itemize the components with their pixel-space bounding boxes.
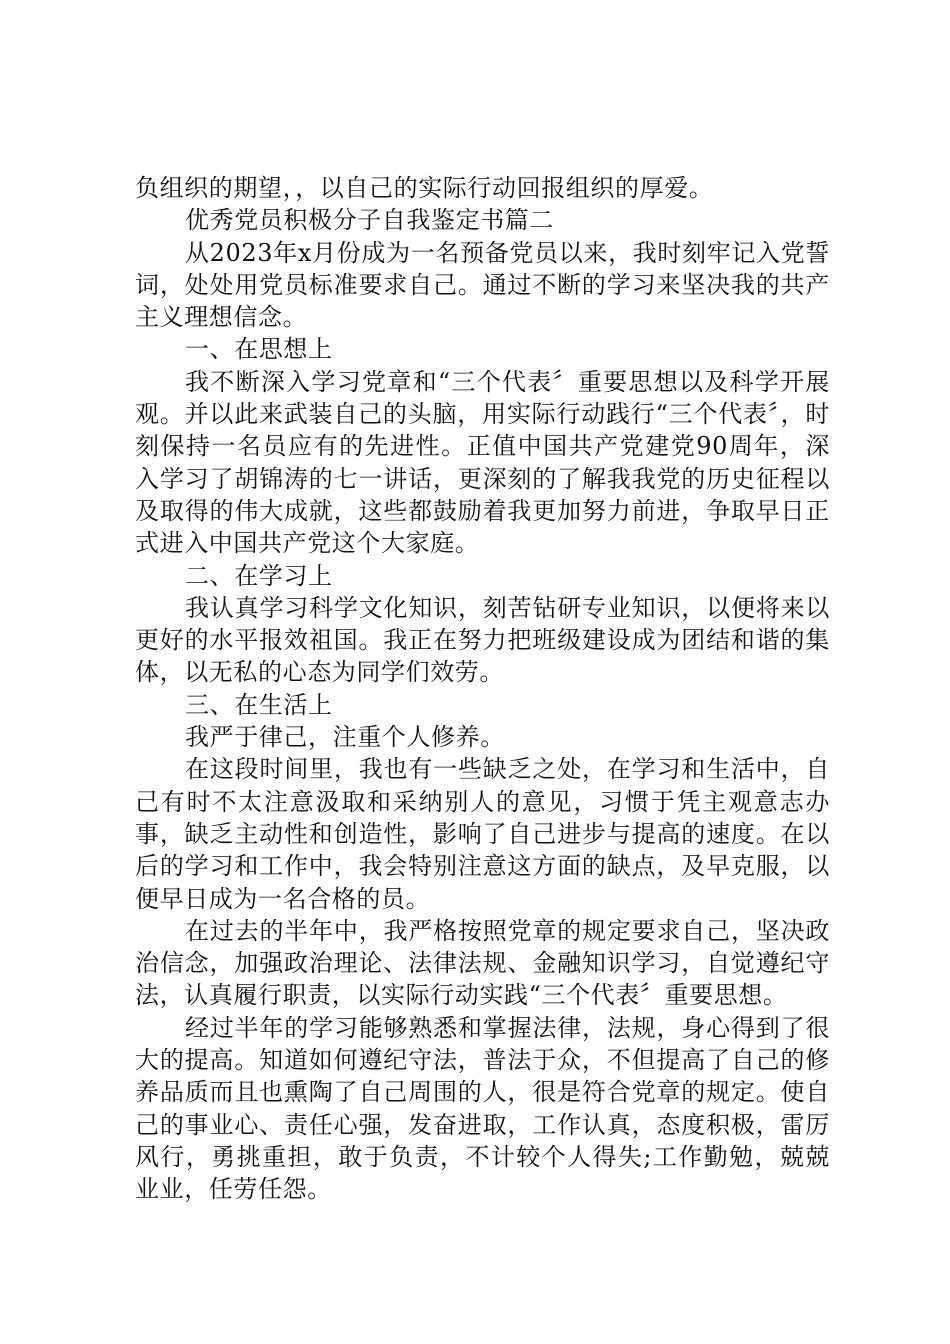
paragraph: 经过半年的学习能够熟悉和掌握法律，法规，身心得到了很大的提高。知道如何遵纪守法，普法于众，不但提高了自己的修养品质而且也熏陶了自己周围的人，很是符合党章的规定。使自己的事业心、责任心强，发奋进取，工作认真，态度积极，雷厉风行，勇挑重担，敢于负责，不计较个人得失;工作勤勉，兢兢业业，任劳任怨。 — [135, 1013, 830, 1204]
section-heading: 一、在思想上 — [185, 335, 333, 364]
paragraph: 在过去的半年中，我严格按照党章的规定要求自己，坚决政治信念，加强政治理论、法律法规、金融知识学习，自觉遵纪守法，认真履行职责，以实际行动实践“三个代表〞重要思想。 — [135, 916, 830, 1010]
paragraph: 负组织的期望，，以自己的实际行动回报组织的厚爱。 — [135, 174, 714, 202]
paragraph: 在这段时间里，我也有一些缺乏之处，在学习和生活中，自己有时不太注意汲取和采纳别人的意见，习惯于凭主观意志办事，缺乏主动性和创造性，影响了自己进步与提高的速度。在以后的学习和工作中，我会特别注意这方面的缺点，及早克服，以便早日成为一名合格的员。 — [135, 755, 830, 913]
paragraph: 我不断深入学习党章和“三个代表〞重要思想以及科学开展观。并以此来武装自己的头脑，用实际行动践行“三个代表〞，时刻保持一名员应有的先进性。正值中国共产党建党90周年，深入学习了胡锦涛的七一讲话，更深刻的了解我我党的历史征程以及取得的伟大成就，这些都鼓励着我更加努力前进，争取早日正式进入中国共产党这个大家庭。 — [135, 367, 830, 558]
paragraph: 我认真学习科学文化知识，刻苦钻研专业知识，以便将来以更好的水平报效祖国。我正在努力把班级建设成为团结和谐的集体，以无私的心态为同学们效劳。 — [135, 593, 830, 687]
paragraph: 我严于律己，注重个人修养。 — [185, 723, 505, 752]
section-heading: 三、在生活上 — [185, 690, 333, 719]
paragraph: 从2023年x月份成为一名预备党员以来，我时刻牢记入党誓词，处处用党员标准要求自己。通过不断的学习来坚决我的共产主义理想信念。 — [135, 238, 830, 332]
section-heading: 二、在学习上 — [185, 561, 333, 590]
document-body — [135, 172, 830, 1206]
section-title: 优秀党员积极分子自我鉴定书篇二 — [185, 206, 554, 235]
